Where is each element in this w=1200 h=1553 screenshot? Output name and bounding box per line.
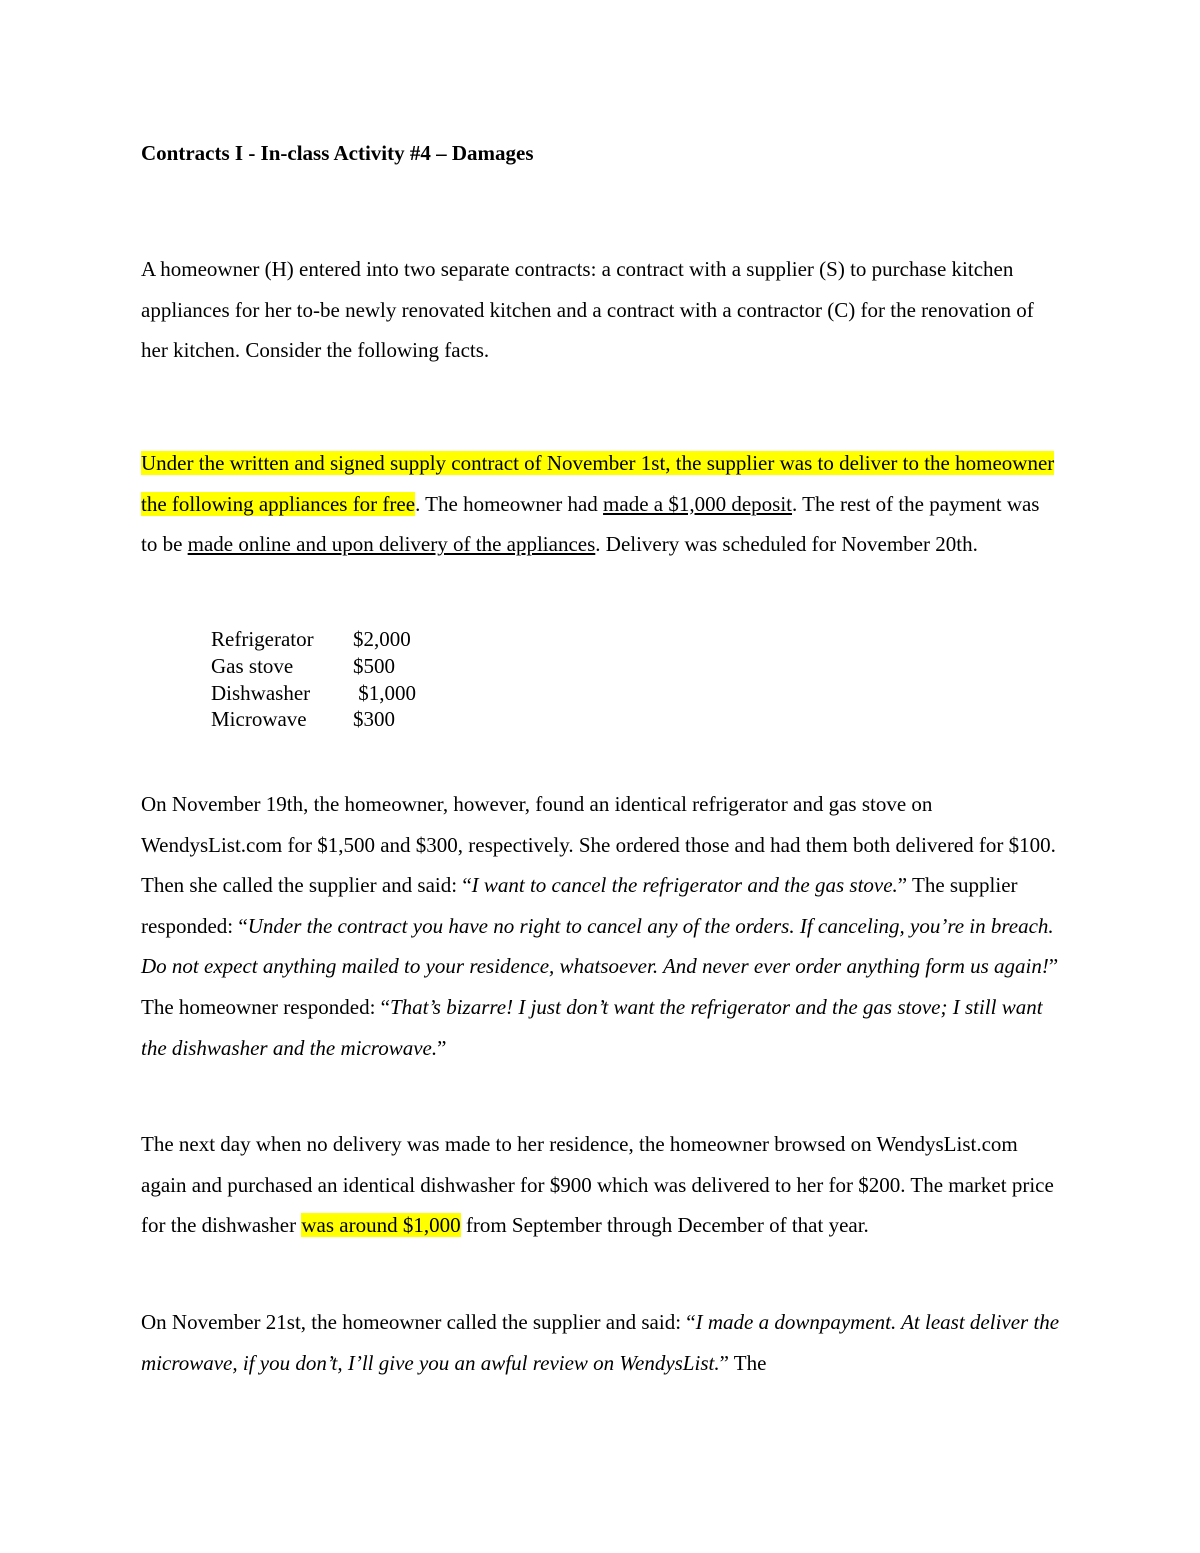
supply-text-3: . Delivery was scheduled for November 20th. [595,532,978,557]
nextday-highlight: was around $1,000 [301,1213,461,1238]
appliance-row [211,680,416,707]
supply-paragraph [141,443,1061,565]
appliance-name: Dishwasher [211,680,311,705]
appliance-row [211,706,416,733]
nov21-text-1: On November 21st, the homeowner called the supplier and said: “ [141,1310,696,1334]
appliance-name: Gas stove [211,653,294,678]
appliance-price: $1,000 [353,680,416,705]
nov19-text-4: ” [437,1035,447,1060]
intro-text: A homeowner (H) entered into two separate contracts: a contract with a supplier (S) to purchase kitchen appliances for her to-be newly renovated kitchen and a contract with a contractor (C) for the renovation of her kitchen. Consider the following facts. [141,257,1034,363]
payment-underline: made online and upon delivery of the appliances [187,532,596,557]
appliance-price: $500 [353,653,395,678]
nov19-quote-3: That’s bizarre! I just don’t want the refrigerator and the gas stove; I still want the dishwasher and the microwave. [141,994,1043,1060]
supply-text-2: . The rest of the payment was to be [141,491,1040,557]
nov21-quote-1: I made a downpayment. At least deliver the microwave, if you don’t, I’ll give you an awful review on WendysList. [141,1310,1060,1375]
nov19-quote-1: I want to cancel the refrigerator and the gas stove. [471,873,898,898]
nov19-paragraph [141,784,1061,1068]
intro-paragraph [141,249,1061,371]
nov21-text-2: ” The [719,1350,767,1375]
appliance-list [211,626,416,733]
nov19-quote-2: Under the contract you have no right to cancel any of the orders. If canceling, you’re in breach. Do not expect anything mailed to your residence, whatsoever. And never ever order anything form us again! [141,913,1054,979]
appliance-name: Microwave [211,707,307,732]
nextday-text-1: The next day when no delivery was made to her residence, the homeowner browsed on WendysList.com again and purchased an identical dishwasher for $900 which was delivered to her for $200. The market price for the dishwasher [141,1132,1054,1238]
supply-text-1: . The homeowner had [415,491,604,516]
deposit-underline: made a $1,000 deposit [603,491,793,516]
nov19-text-1: On November 19th, the homeowner, however, found an identical refrigerator and gas stove on WendysList.com for $1,500 and $300, respectively. She ordered those and had them both delivered for $100. Then she called the supplier and said: “ [141,792,1056,898]
page-title: Contracts I - In-class Activity #4 – Damages [141,141,534,165]
appliance-price: $300 [353,707,395,732]
appliance-name: Refrigerator [211,627,314,651]
nov19-text-2: ” The supplier responded: “ [141,873,1018,938]
nextday-text-2: from September through December of that year. [460,1213,869,1238]
nov19-text-3: ” The homeowner responded: “ [141,954,1059,1019]
nov21-paragraph [141,1302,1061,1383]
nextday-paragraph [141,1124,1061,1246]
appliance-row [211,626,416,653]
appliance-price: $2,000 [353,627,411,651]
supply-highlight: Under the written and signed supply contract of November 1st, the supplier was to deliver to the homeowner the following appliances for free [141,451,1055,516]
appliance-row [211,653,416,680]
